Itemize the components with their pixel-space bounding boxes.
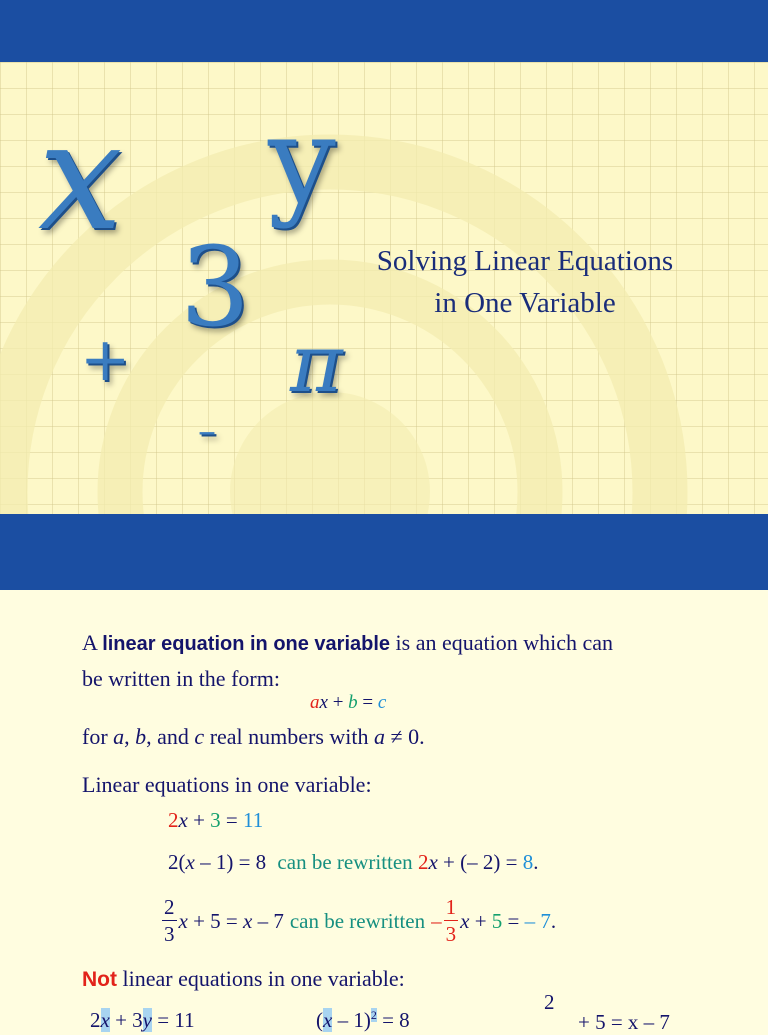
ex3-x2: x bbox=[243, 908, 253, 933]
cond-c1: , bbox=[124, 724, 136, 749]
content-slide bbox=[0, 590, 768, 1034]
ex3-five: 5 bbox=[491, 908, 503, 933]
three-symbol: 3 bbox=[180, 223, 250, 351]
ne1-two: 2 bbox=[90, 1008, 101, 1032]
ex3-mid1: + 5 = bbox=[187, 908, 244, 933]
ex3-x3: x bbox=[460, 908, 470, 933]
ne1-rhs: = 11 bbox=[152, 1008, 195, 1032]
ex2-two: 2 bbox=[417, 850, 429, 874]
non-example-1 bbox=[90, 1008, 195, 1033]
cond-mid: real numbers with bbox=[204, 724, 375, 749]
ex1-x: x bbox=[178, 808, 188, 832]
non-linear-heading bbox=[82, 966, 405, 992]
ex2-eight: 8 bbox=[522, 850, 534, 874]
cond-neq: ≠ 0. bbox=[385, 724, 425, 749]
ex3-plus: + bbox=[469, 908, 492, 933]
cond-pre: for bbox=[82, 724, 114, 749]
non-linear-heading-rest: linear equations in one variable: bbox=[117, 966, 405, 991]
definition-line-1 bbox=[82, 630, 613, 656]
ne1-x: x bbox=[100, 1008, 110, 1032]
plus-symbol: + bbox=[80, 325, 131, 395]
definition-conditions bbox=[82, 724, 425, 750]
ne3-num: 2 bbox=[544, 990, 555, 1014]
ex3-x: x bbox=[178, 908, 188, 933]
ne2-square: 2 bbox=[370, 1008, 377, 1022]
ne2-x: x bbox=[323, 1008, 333, 1032]
pi-symbol: π bbox=[290, 317, 343, 410]
ne2-open: ( bbox=[316, 1008, 323, 1032]
not-label: Not bbox=[82, 968, 117, 991]
title-slide bbox=[0, 62, 768, 514]
ne2-rest: – 1) bbox=[332, 1008, 371, 1032]
form-a: a bbox=[310, 692, 320, 713]
ex3-fraction-2 bbox=[444, 897, 459, 945]
cond-c2: , and bbox=[146, 724, 195, 749]
ex3-neg7: – 7 bbox=[524, 908, 551, 933]
middle-band bbox=[0, 514, 768, 590]
form-x: x bbox=[319, 692, 328, 713]
cond-c: c bbox=[194, 724, 205, 749]
ex3-can-rewrite: can be rewritten bbox=[289, 908, 426, 933]
ex2-x: x bbox=[185, 850, 195, 874]
form-c: c bbox=[377, 692, 387, 713]
example-3 bbox=[160, 886, 556, 956]
ex1-three: 3 bbox=[210, 808, 221, 832]
form-b: b bbox=[348, 692, 358, 713]
title-line-1: Solving Linear Equations bbox=[376, 245, 674, 277]
cond-a: a bbox=[113, 724, 125, 749]
ex2-x2: x bbox=[428, 850, 438, 874]
cond-a2: a bbox=[374, 724, 386, 749]
ex3-den2: 3 bbox=[445, 922, 457, 946]
ex1-plus: + bbox=[187, 808, 211, 832]
non-example-2 bbox=[316, 1008, 410, 1033]
ex2-can-rewrite: can be rewritten bbox=[277, 850, 413, 874]
example-2 bbox=[168, 850, 538, 875]
ne1-y: y bbox=[142, 1008, 152, 1032]
y-symbol: y bbox=[268, 92, 336, 231]
form-plus: + bbox=[327, 692, 349, 713]
ex3-neg: – bbox=[431, 908, 442, 933]
title-line-2: in One Variable bbox=[434, 287, 616, 319]
ex3-fraction bbox=[162, 897, 177, 945]
form-eq: = bbox=[357, 692, 378, 713]
ex2-mid: + (– 2) = bbox=[437, 850, 523, 874]
ex3-den: 3 bbox=[164, 922, 175, 946]
ex2-lhs-a: 2( bbox=[168, 850, 186, 874]
slide-title bbox=[330, 240, 720, 324]
ex1-eleven: 11 bbox=[243, 808, 264, 832]
ex3-num2: 1 bbox=[445, 895, 457, 919]
ex3-mid2: – 7 bbox=[252, 908, 284, 933]
top-band bbox=[0, 0, 768, 62]
ex1-two: 2 bbox=[168, 808, 179, 832]
ex3-eq: = bbox=[502, 908, 525, 933]
def-a: A bbox=[82, 630, 103, 655]
ne3-rest: + 5 = x – 7 bbox=[578, 1010, 670, 1034]
ex1-eq: = bbox=[220, 808, 244, 832]
minus-symbol: – bbox=[198, 411, 216, 452]
ex2-dot: . bbox=[533, 850, 539, 874]
def-rest: is an equation which can bbox=[390, 630, 614, 655]
cond-b: b bbox=[135, 724, 147, 749]
linear-examples-heading: Linear equations in one variable: bbox=[82, 772, 372, 797]
ex3-num: 2 bbox=[164, 895, 175, 919]
x-symbol: x bbox=[38, 90, 123, 264]
ex3-dot: . bbox=[550, 908, 557, 933]
definition-line-2: be written in the form: bbox=[82, 666, 280, 691]
ex2-lhs-b: – 1) = 8 bbox=[194, 850, 267, 874]
ne1-plus: + 3 bbox=[109, 1008, 143, 1032]
ne2-rhs: = 8 bbox=[376, 1008, 410, 1032]
defined-term: linear equation in one variable bbox=[102, 633, 391, 655]
example-1 bbox=[168, 808, 263, 833]
general-form bbox=[310, 692, 386, 714]
